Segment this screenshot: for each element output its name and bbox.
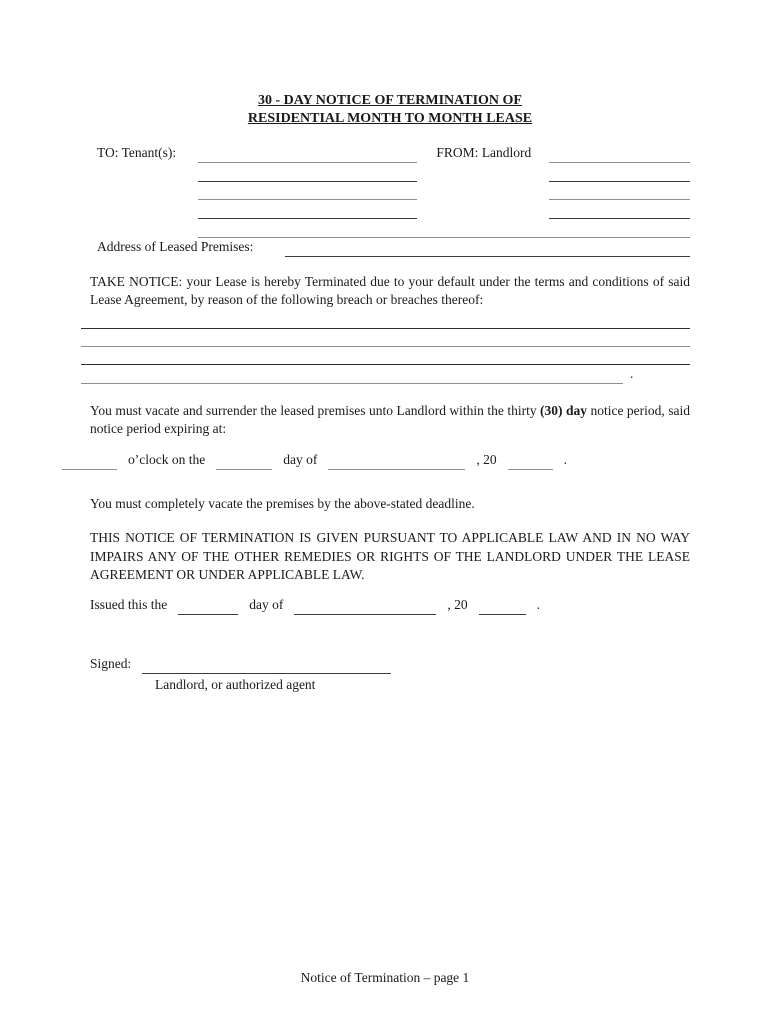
breach-terminator-period: . (630, 366, 634, 382)
document-title (90, 92, 690, 128)
parties-section (90, 144, 690, 257)
landlord-line-2[interactable] (549, 181, 690, 182)
signature-caption: Landlord, or authorized agent (155, 676, 316, 692)
to-tenants-label: TO: Tenant(s): (97, 145, 177, 161)
signature-line[interactable] (142, 673, 391, 674)
parties-row-2 (90, 163, 690, 182)
issued-this-the-label: Issued this the (90, 597, 168, 613)
issued-day-blank[interactable] (178, 614, 238, 615)
leased-premises-line[interactable] (285, 256, 690, 257)
issued-day-of-label: day of (249, 597, 284, 613)
breach-line-4[interactable] (81, 383, 623, 384)
signature-row (90, 657, 690, 674)
legal-paragraph: THIS NOTICE OF TERMINATION IS GIVEN PURSUANT TO APPLICABLE LAW AND IN NO WAY IMPAIRS ANY OF THE OTHER REMEDIES OR RIGHTS OF THE LANDLORD UNDER THE LEASE AGREEMENT OR UNDER APPLICABLE LAW. (90, 530, 690, 583)
vacate-paragraph (90, 402, 690, 439)
take-notice-paragraph: TAKE NOTICE: your Lease is hereby Terminated due to your default under the terms and conditions of said Lease Agreement, by reason of the following breach or breaches thereof: (90, 273, 690, 308)
title-line-1: 30 - DAY NOTICE OF TERMINATION OF (258, 93, 522, 108)
expiry-year-prefix-label: , 20 (476, 452, 497, 468)
landlord-line-1[interactable] (549, 162, 690, 163)
issued-sentence-period: . (536, 597, 540, 613)
tenant-name-line-3[interactable] (198, 199, 418, 200)
vacate-text-prefix: You must vacate and surrender the leased premises unto Landlord within the thirty (90, 402, 541, 418)
landlord-line-4[interactable] (549, 218, 690, 219)
issued-month-blank[interactable] (294, 614, 436, 615)
oclock-on-the-label: o’clock on the (128, 452, 206, 468)
parties-row-5 (90, 219, 690, 238)
issued-date-row (90, 597, 690, 615)
breach-lines-section (90, 310, 690, 384)
address-row (90, 238, 690, 257)
vacate-text-suffix: notice period, said notice period expiring at: (90, 402, 690, 437)
parties-row-1 (90, 144, 690, 163)
thirty-day-bold-text: (30) day (540, 402, 588, 418)
title-line-2: RESIDENTIAL MONTH TO MONTH LEASE (247, 111, 533, 126)
expiry-datetime-row (62, 450, 690, 470)
expiry-day-of-label: day of (283, 452, 318, 468)
parties-row-3 (90, 182, 690, 201)
breach-line-1[interactable] (81, 310, 690, 329)
breach-line-2[interactable] (81, 329, 690, 347)
tenant-name-line-2[interactable] (198, 181, 418, 182)
from-landlord-label: FROM: Landlord (436, 145, 532, 161)
expiry-sentence-period: . (563, 452, 567, 468)
issued-year-prefix-label: , 20 (447, 597, 468, 613)
parties-row-4 (90, 200, 690, 219)
expiry-day-blank[interactable] (216, 469, 272, 470)
page-footer: Notice of Termination – page 1 (300, 970, 470, 985)
expiry-year-blank[interactable] (508, 469, 553, 470)
landlord-line-3[interactable] (549, 199, 690, 200)
deadline-sentence: You must completely vacate the premises by the above-stated deadline. (90, 495, 475, 511)
issued-year-blank[interactable] (479, 614, 526, 615)
leased-premises-label: Address of Leased Premises: (97, 239, 254, 255)
tenant-name-line-4[interactable] (198, 218, 418, 219)
expiry-time-blank[interactable] (62, 469, 117, 470)
signed-label: Signed: (90, 656, 132, 672)
tenant-name-line-1[interactable] (198, 162, 418, 163)
breach-line-3[interactable] (81, 347, 690, 365)
breach-line-4-row (81, 365, 690, 383)
expiry-month-blank[interactable] (328, 469, 465, 470)
